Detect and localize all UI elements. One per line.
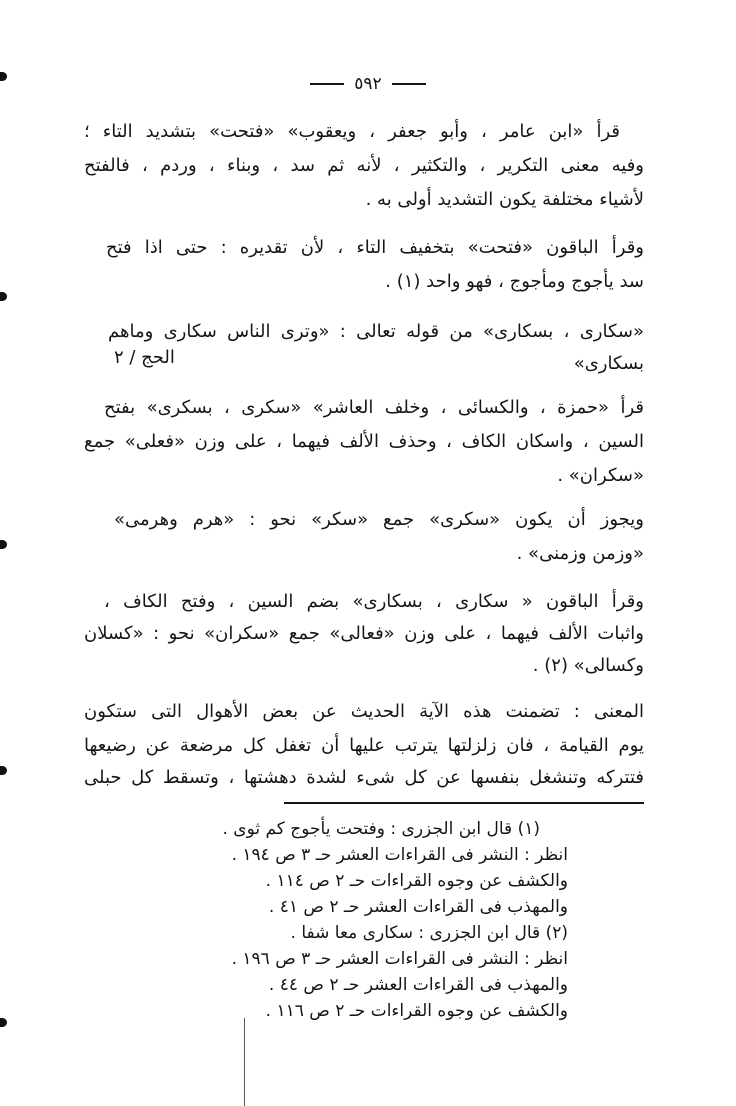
body-line: المعنى : تضمنت هذه الآية الحديث عن بعض الأهوال التى ستكون xyxy=(84,701,644,722)
body-line: واثبات الألف فيهما ، على وزن «فعالى» جمع «سكران» نحو : «كسلان xyxy=(84,623,644,644)
body-line: وكسالى» (٢) . xyxy=(532,655,644,676)
body-line: بسكارى» xyxy=(573,353,644,374)
footnote-separator xyxy=(284,802,644,804)
quran-reference: الحج / ٢ xyxy=(114,347,175,368)
scan-edge-mark xyxy=(0,540,7,549)
header-dash-right xyxy=(392,83,426,85)
footnote-line: انظر : النشر فى القراءات العشر حـ ٣ ص ١٩٦ . xyxy=(231,949,568,969)
footnote-line: (١) قال ابن الجزرى : وفتحت يأجوج كم ثوى . xyxy=(222,819,540,839)
body-line: السين ، واسكان الكاف ، وحذف الألف فيهما ، على وزن «فعلى» جمع xyxy=(84,431,644,452)
body-line: وفيه معنى التكرير ، والتكثير ، لأنه ثم سد ، وبناء ، وردم ، فالفتح xyxy=(84,155,644,176)
body-line: «سكارى ، بسكارى» من قوله تعالى : «وترى الناس سكارى وماهم xyxy=(108,321,644,342)
body-line: وقرأ الباقون «فتحت» بتخفيف التاء ، لأن تقديره : حتى اذا فتح xyxy=(106,237,644,258)
body-line: «سكران» . xyxy=(557,465,644,486)
scan-edge-mark xyxy=(0,766,7,775)
footnote-line: والكشف عن وجوه القراءات حـ ٢ ص ١١٦ . xyxy=(265,1001,568,1021)
body-line: قرأ «ابن عامر ، وأبو جعفر ، ويعقوب» «فتحت» بتشديد التاء ؛ xyxy=(84,121,620,142)
footnote-line: (٢) قال ابن الجزرى : سكارى معا شفا . xyxy=(290,923,568,943)
body-line: «وزمن وزمنى» . xyxy=(516,543,644,564)
footnote-line: والكشف عن وجوه القراءات حـ ٢ ص ١١٤ . xyxy=(265,871,568,891)
footnote-line: انظر : النشر فى القراءات العشر حـ ٣ ص ١٩٤ . xyxy=(231,845,568,865)
page-header xyxy=(0,74,736,94)
body-line: قرأ «حمزة ، والكسائى ، وخلف العاشر» «سكرى ، بسكرى» بفتح xyxy=(104,397,644,418)
scan-crease-line xyxy=(244,1018,245,1106)
scan-edge-mark xyxy=(0,1018,7,1027)
header-dash-left xyxy=(310,83,344,85)
scan-edge-mark xyxy=(0,292,7,301)
page-number: ٥٩٢ xyxy=(354,74,382,94)
footnote-line: والمهذب فى القراءات العشر حـ ٢ ص ٤٤ . xyxy=(268,975,568,995)
body-line: وقرأ الباقون « سكارى ، بسكارى» بضم السين ، وفتح الكاف ، xyxy=(104,591,644,612)
body-line: سد يأجوج ومأجوج ، فهو واحد (١) . xyxy=(385,271,644,292)
body-line: لأشياء مختلفة يكون التشديد أولى به . xyxy=(365,189,644,210)
body-line: يوم القيامة ، فان زلزلتها يترتب عليها أن تغفل كل مرضعة عن رضيعها xyxy=(84,735,644,756)
body-line: فتتركه وتنشغل بنفسها عن كل شىء لشدة دهشتها ، وتسقط كل حبلى xyxy=(84,767,644,788)
footnote-line: والمهذب فى القراءات العشر حـ ٢ ص ٤١ . xyxy=(268,897,568,917)
body-line: ويجوز أن يكون «سكرى» جمع «سكر» نحو : «هرم وهرمى» xyxy=(114,509,644,530)
